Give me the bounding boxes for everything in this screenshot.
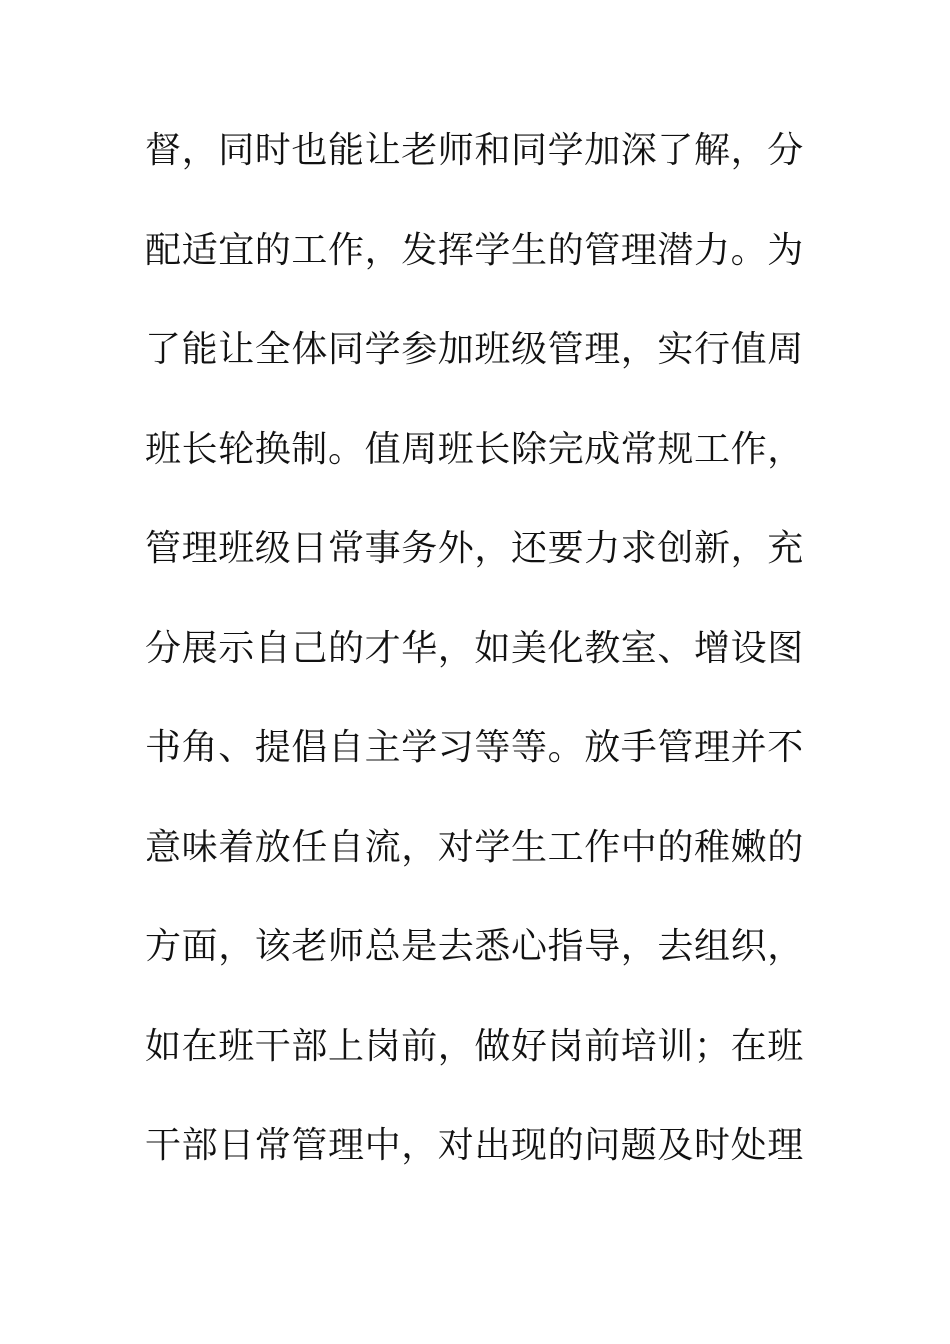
text-line: 书角、提倡自主学习等等。放手管理并不 [145, 727, 804, 768]
text-line: 意味着放任自流，对学生工作中的稚嫩的 [145, 826, 804, 868]
text-line: 班长轮换制。值周班长除完成常规工作， [145, 428, 804, 470]
text-line: 干部日常管理中，对出现的问题及时处理 [145, 1125, 804, 1166]
text-line: 督，同时也能让老师和同学加深了解，分 [145, 130, 804, 171]
text-line: 分展示自己的才华，如美化教室、增设图 [145, 627, 804, 669]
text-line: 如在班干部上岗前，做好岗前培训；在班 [145, 1025, 804, 1067]
text-line: 了能让全体同学参加班级管理，实行值周 [145, 329, 804, 370]
body-text [145, 126, 815, 1221]
text-line: 管理班级日常事务外，还要力求创新，充 [145, 528, 804, 569]
text-line: 方面，该老师总是去悉心指导，去组织， [145, 926, 804, 967]
text-line: 配适宜的工作，发挥学生的管理潜力。为 [145, 229, 804, 271]
